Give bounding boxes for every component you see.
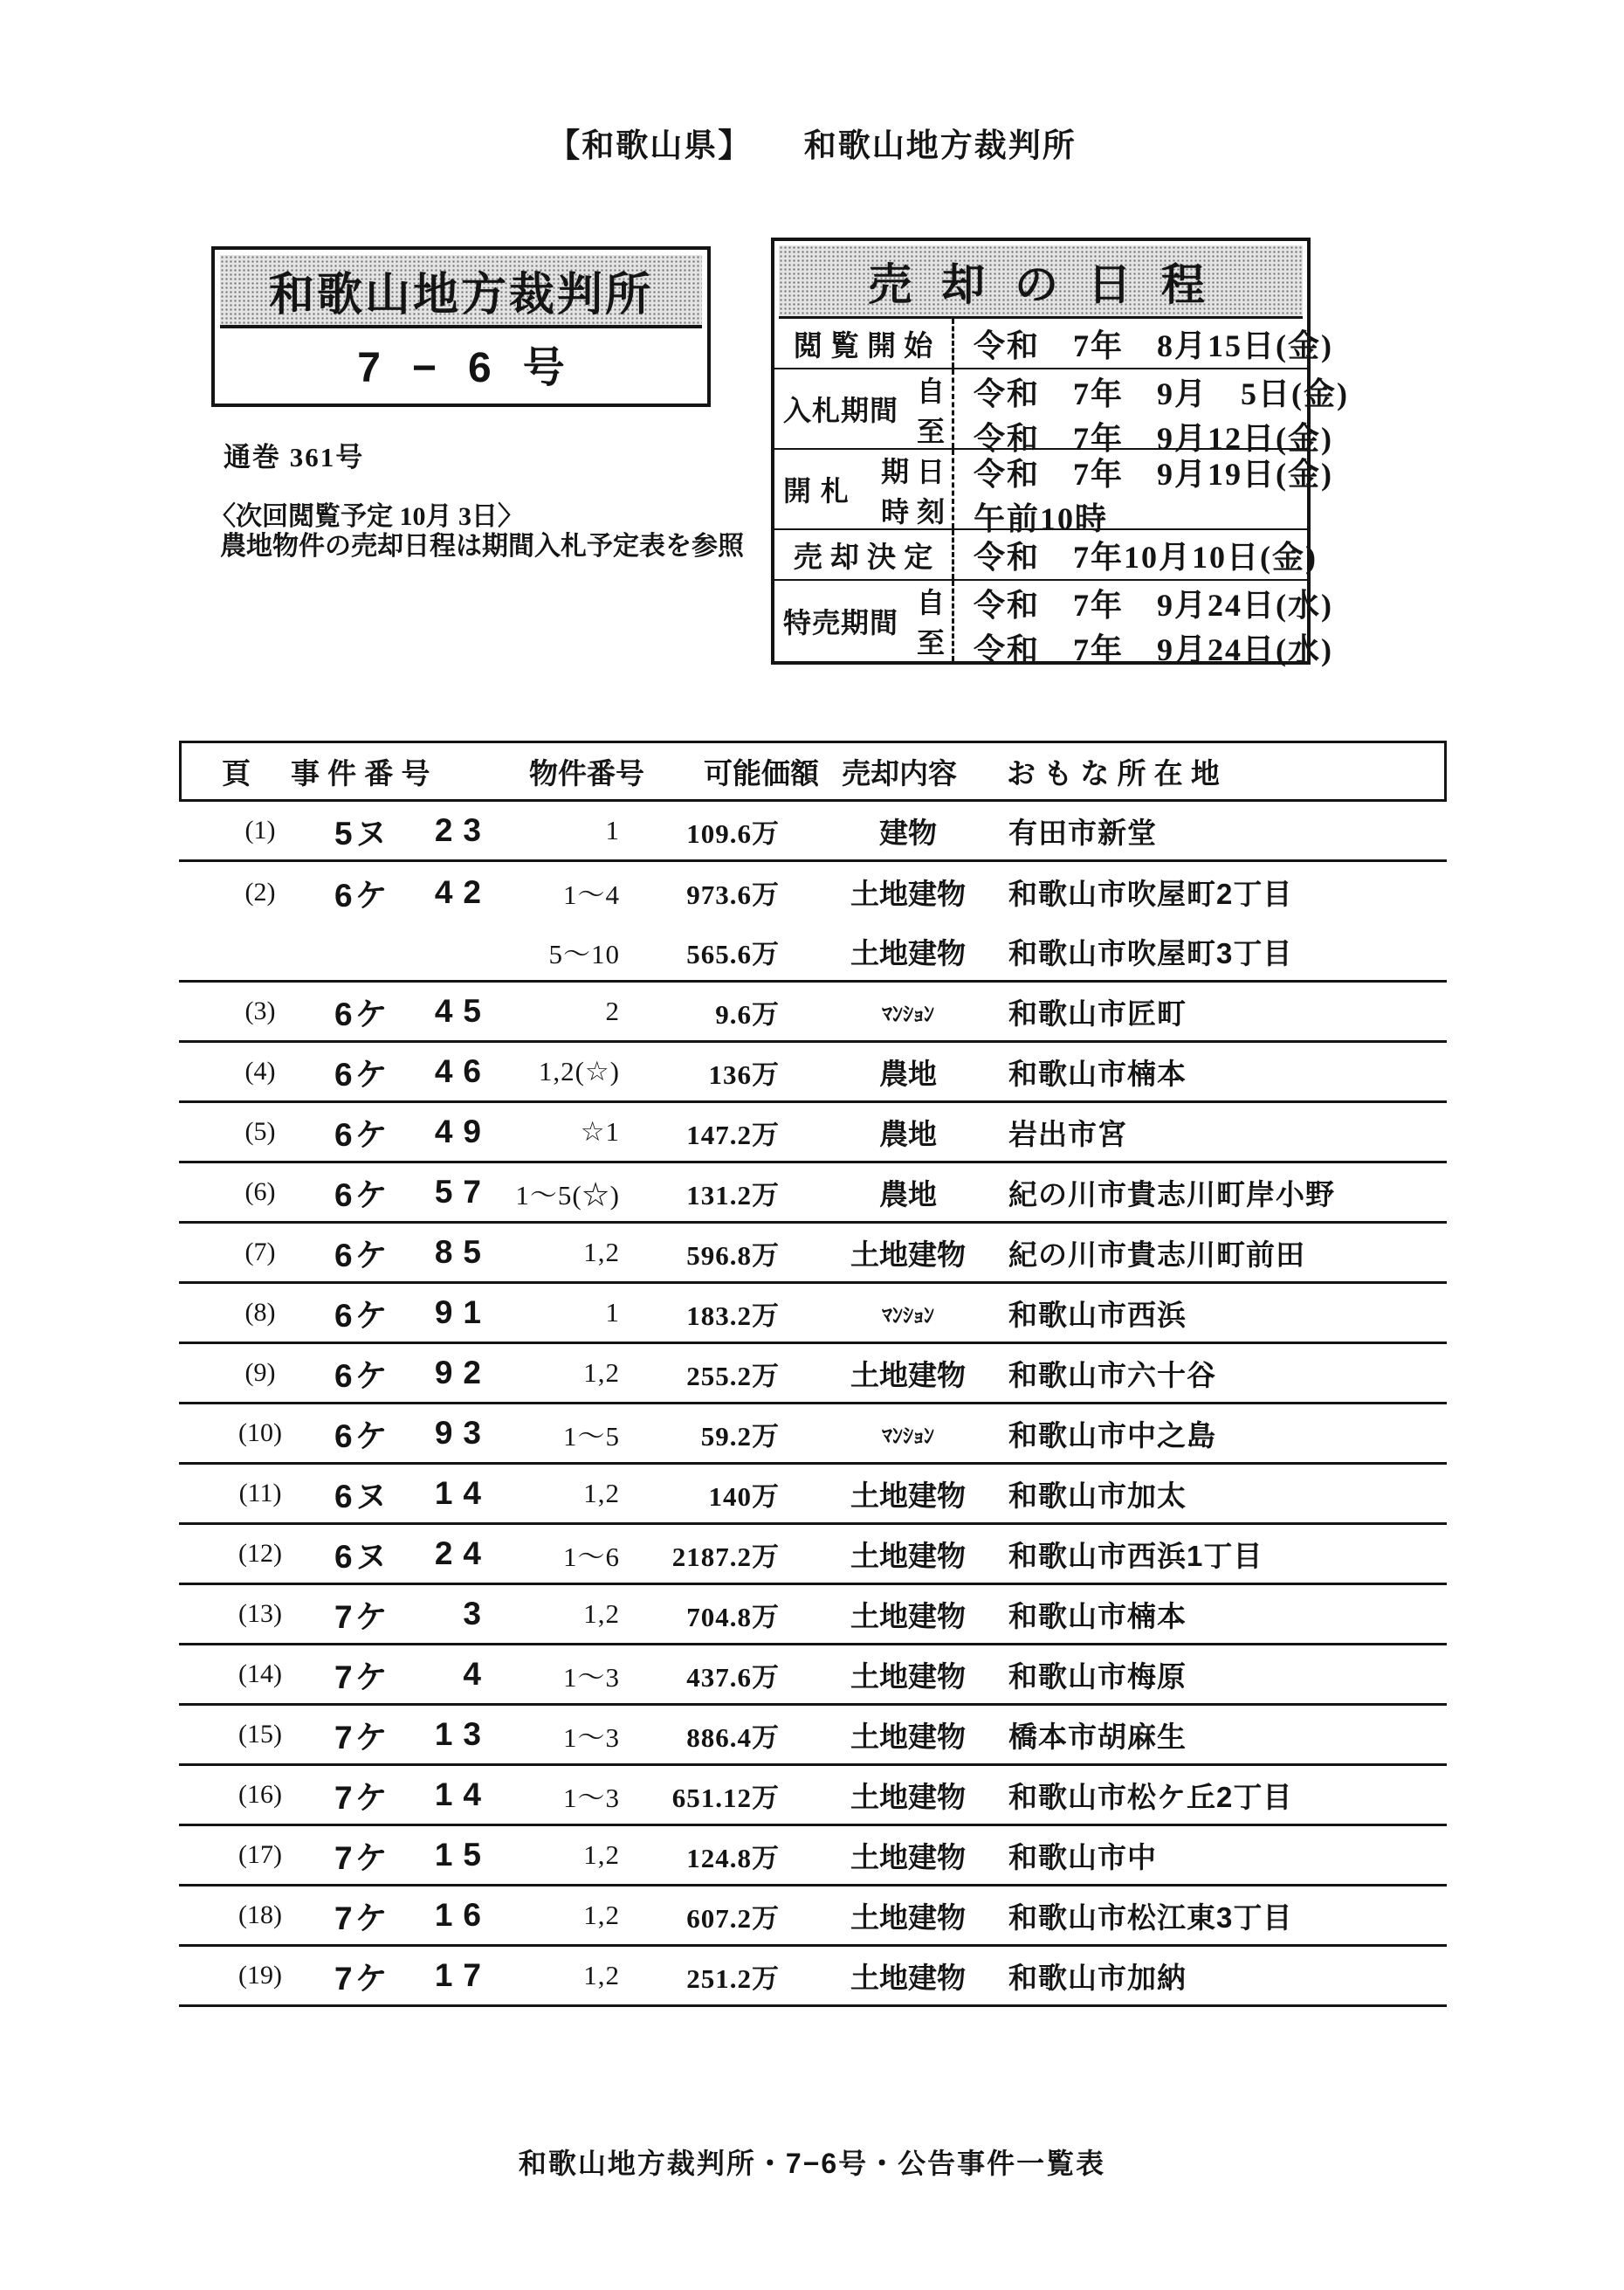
page-number: (11) — [214, 1465, 306, 1522]
table-row — [179, 802, 1447, 862]
location: 和歌山市吹屋町2丁目 — [1008, 878, 1293, 910]
case-era-code: 7ケ — [334, 1961, 390, 1997]
schedule-sub-label-time: 時 刻 — [881, 496, 945, 528]
page-number — [214, 922, 306, 980]
issue-court-title: 和歌山地方裁判所 — [220, 255, 702, 328]
property-number: 1〜5(☆) — [515, 1179, 620, 1211]
location: 有田市新堂 — [1008, 816, 1157, 849]
case-number: 45 — [434, 993, 492, 1029]
case-number: 14 — [434, 1776, 492, 1812]
location: 橋本市胡麻生 — [1008, 1720, 1187, 1753]
property-number: 1〜4 — [563, 879, 620, 910]
page-number: (6) — [214, 1163, 306, 1221]
case-number: 14 — [434, 1475, 492, 1511]
case-number: 92 — [434, 1355, 492, 1390]
page-number: (9) — [214, 1344, 306, 1402]
col-header-location: お も な 所 在 地 — [1007, 756, 1220, 790]
case-era-code: 6ケ — [334, 997, 390, 1032]
sale-type: 土地建物 — [850, 1900, 966, 1934]
appraisal-price: 59.2万 — [700, 1420, 780, 1452]
case-era-code: 6ケ — [334, 1057, 390, 1093]
sale-type: 農地 — [879, 1117, 937, 1150]
page-number: (12) — [214, 1525, 306, 1583]
appraisal-price: 9.6万 — [715, 998, 780, 1030]
case-era-code: 6ケ — [334, 1298, 390, 1334]
appraisal-price: 183.2万 — [686, 1300, 780, 1331]
issue-box — [211, 246, 711, 407]
col-header-sale-type: 売却内容 — [842, 756, 957, 790]
sale-type: ﾏﾝｼｮﾝ — [882, 1002, 934, 1026]
property-number: 1,2 — [583, 1478, 620, 1508]
property-number: ☆1 — [580, 1116, 620, 1147]
appraisal-price: 131.2万 — [686, 1179, 780, 1211]
case-era-code: 6ヌ — [334, 1479, 390, 1514]
listing-header — [179, 741, 1447, 802]
sale-type: 土地建物 — [850, 1961, 966, 1994]
schedule-row-value: 令和 7年10月10日(金) — [974, 539, 1318, 575]
case-number: 85 — [434, 1234, 492, 1270]
table-row — [179, 1163, 1447, 1224]
schedule-row-value: 令和 7年 9月 5日(金) — [974, 376, 1349, 411]
table-row — [179, 1886, 1447, 1947]
col-header-property-number: 物件番号 — [529, 756, 644, 790]
case-era-code: 6ケ — [334, 877, 390, 914]
schedule-row-bid-opening — [774, 450, 1333, 536]
case-number: 15 — [434, 1837, 492, 1873]
sale-type: ﾏﾝｼｮﾝ — [882, 1424, 934, 1448]
col-header-case-number: 事 件 番 号 — [291, 756, 430, 790]
property-number: 1 — [605, 1297, 620, 1328]
case-number: 49 — [434, 1114, 492, 1149]
case-number: 13 — [434, 1716, 492, 1752]
page-footer: 和歌山地方裁判所・7−6号・公告事件一覧表 — [518, 2148, 1106, 2179]
table-row — [179, 1043, 1447, 1103]
location: 和歌山市中 — [1008, 1840, 1157, 1873]
page-number: (1) — [214, 802, 306, 859]
page-number: (15) — [214, 1706, 306, 1763]
page-number: (5) — [214, 1103, 306, 1161]
page-number: (8) — [214, 1284, 306, 1342]
appraisal-price: 596.8万 — [686, 1239, 780, 1271]
case-era-code: 6ケ — [334, 1238, 390, 1273]
location: 紀の川市貴志川町前田 — [1008, 1238, 1305, 1271]
property-number: 1〜3 — [563, 1721, 620, 1753]
property-number: 2 — [605, 996, 620, 1026]
sale-type: 土地建物 — [850, 1238, 966, 1271]
case-number: 46 — [434, 1053, 492, 1089]
sale-schedule-title: 売 却 の 日 程 — [779, 245, 1303, 319]
sale-type: ﾏﾝｼｮﾝ — [882, 1303, 934, 1328]
page-number: (16) — [214, 1766, 306, 1824]
appraisal-price: 140万 — [708, 1480, 780, 1512]
case-number: 17 — [434, 1957, 492, 1993]
case-era-code: 6ケ — [334, 1177, 390, 1213]
page-number: (13) — [214, 1585, 306, 1643]
table-row — [179, 1826, 1447, 1886]
case-era-code: 7ケ — [334, 1780, 390, 1816]
appraisal-price: 437.6万 — [686, 1661, 780, 1693]
page-number: (19) — [214, 1947, 306, 2004]
case-era-code: 5ヌ — [334, 816, 390, 852]
schedule-row-label — [774, 450, 954, 528]
schedule-row-special-sale — [774, 581, 1333, 667]
page-number: (14) — [214, 1645, 306, 1703]
schedule-row-label — [774, 369, 954, 448]
table-row — [179, 922, 1447, 983]
appraisal-price: 886.4万 — [686, 1721, 780, 1753]
table-row — [179, 983, 1447, 1043]
case-number: 42 — [434, 873, 492, 910]
location: 和歌山市松江東3丁目 — [1008, 1900, 1293, 1934]
sale-type: 土地建物 — [850, 1479, 966, 1512]
appraisal-price: 973.6万 — [686, 879, 780, 910]
property-number: 1〜6 — [563, 1541, 620, 1572]
schedule-sub-label-to: 至 — [916, 416, 945, 447]
location: 和歌山市加納 — [1008, 1961, 1187, 1994]
location: 和歌山市楠本 — [1008, 1599, 1187, 1632]
schedule-row-label: 売 却 決 定 — [774, 530, 954, 579]
case-era-code: 7ケ — [334, 1720, 390, 1755]
location: 和歌山市松ケ丘2丁目 — [1008, 1780, 1293, 1813]
case-era-code: 6ケ — [334, 1358, 390, 1394]
property-number: 1,2 — [583, 1598, 620, 1629]
appraisal-price: 651.12万 — [671, 1782, 780, 1813]
case-number: 91 — [434, 1294, 492, 1330]
table-row — [179, 1404, 1447, 1465]
case-era-code: 6ケ — [334, 1418, 390, 1454]
case-number: 24 — [434, 1535, 492, 1571]
location: 岩出市宮 — [1008, 1117, 1127, 1150]
table-row — [179, 1645, 1447, 1706]
appraisal-price: 109.6万 — [686, 817, 780, 849]
appraisal-price: 607.2万 — [686, 1902, 780, 1934]
table-row — [179, 1947, 1447, 2007]
location: 和歌山市加太 — [1008, 1479, 1187, 1512]
page-number: (3) — [214, 983, 306, 1040]
page-number: (10) — [214, 1404, 306, 1462]
location: 和歌山市中之島 — [1008, 1418, 1216, 1452]
property-number: 1,2(☆) — [538, 1056, 620, 1086]
location: 和歌山市六十谷 — [1008, 1358, 1216, 1391]
schedule-sub-label-from: 自 — [916, 376, 945, 407]
schedule-row-label: 閲 覧 開 始 — [774, 319, 954, 368]
schedule-row-label-main: 開 札 — [783, 475, 850, 507]
next-viewing-note: 〈次回閲覧予定 10月 3日〉 — [210, 502, 524, 531]
property-number: 1〜5 — [563, 1420, 620, 1452]
sale-type: 土地建物 — [850, 1599, 966, 1632]
appraisal-price: 136万 — [708, 1059, 780, 1090]
appraisal-price: 565.6万 — [686, 938, 780, 969]
location: 和歌山市梅原 — [1008, 1659, 1187, 1693]
sale-type: 土地建物 — [850, 1539, 966, 1572]
location: 和歌山市楠本 — [1008, 1057, 1187, 1090]
schedule-row-value: 令和 7年 9月12日(金) — [974, 421, 1333, 456]
property-number: 1,2 — [583, 1357, 620, 1388]
location: 和歌山市吹屋町3丁目 — [1008, 936, 1293, 969]
appraisal-price: 124.8万 — [686, 1842, 780, 1873]
page-number: (4) — [214, 1043, 306, 1100]
page-number: (17) — [214, 1826, 306, 1884]
farmland-note: 農地物件の売却日程は期間入札予定表を参照 — [220, 532, 744, 561]
schedule-sub-label-from: 自 — [916, 587, 945, 618]
schedule-row-value: 令和 7年 8月15日(金) — [974, 328, 1333, 363]
case-era-code: 6ケ — [334, 1117, 390, 1153]
schedule-row-label — [774, 581, 954, 661]
case-era-code: 6ヌ — [334, 1539, 390, 1575]
table-row — [179, 1585, 1447, 1645]
location: 和歌山市匠町 — [1008, 997, 1187, 1030]
property-number: 1 — [605, 815, 620, 845]
schedule-sub-label-date: 期 日 — [881, 456, 945, 487]
case-era-code: 7ケ — [334, 1659, 390, 1695]
sale-type: 農地 — [879, 1177, 937, 1211]
sale-type: 土地建物 — [850, 1659, 966, 1693]
case-number: 93 — [434, 1415, 492, 1451]
volume-label: 通巻 361号 — [224, 442, 365, 472]
schedule-row-value: 令和 7年 9月24日(水) — [974, 632, 1333, 667]
page-number: (7) — [214, 1224, 306, 1281]
property-number: 5〜10 — [548, 938, 620, 969]
issue-number: 7−6号 — [357, 344, 596, 391]
sale-type: 土地建物 — [850, 878, 966, 910]
schedule-row-value: 令和 7年 9月19日(金) — [974, 457, 1333, 492]
case-era-code: 7ケ — [334, 1840, 390, 1876]
schedule-row-value: 令和 7年 9月24日(水) — [974, 588, 1333, 623]
case-number: 57 — [434, 1174, 492, 1210]
table-row — [179, 1525, 1447, 1585]
sale-type: 土地建物 — [850, 1780, 966, 1813]
schedule-row-bid-period — [774, 369, 1349, 456]
schedule-row-label-main: 入札期間 — [783, 395, 899, 426]
page-number: (2) — [214, 862, 306, 922]
location: 紀の川市貴志川町岸小野 — [1008, 1177, 1335, 1211]
table-row — [179, 1103, 1447, 1163]
appraisal-price: 147.2万 — [686, 1119, 780, 1150]
case-number: 23 — [434, 812, 492, 848]
property-number: 1,2 — [583, 1900, 620, 1930]
case-number: 16 — [434, 1897, 492, 1933]
sale-type: 農地 — [879, 1057, 937, 1090]
table-row — [179, 1706, 1447, 1766]
location: 和歌山市西浜 — [1008, 1298, 1187, 1331]
table-row — [179, 862, 1447, 922]
property-number: 1,2 — [583, 1839, 620, 1870]
sale-type: 土地建物 — [850, 936, 966, 969]
schedule-row-viewing-start — [774, 319, 1333, 369]
case-era-code: 7ケ — [334, 1599, 390, 1635]
col-header-price: 可能価額 — [704, 756, 819, 790]
appraisal-price: 2187.2万 — [671, 1541, 780, 1572]
page-number: (18) — [214, 1886, 306, 1944]
appraisal-price: 704.8万 — [686, 1601, 780, 1632]
case-number: 4 — [463, 1656, 492, 1692]
case-number: 3 — [463, 1596, 492, 1631]
property-number: 1〜3 — [563, 1661, 620, 1693]
table-row — [179, 1284, 1447, 1344]
case-number — [402, 922, 492, 980]
schedule-row-value: 午前10時 — [974, 501, 1109, 536]
case-era-code: 7ケ — [334, 1900, 390, 1936]
sale-schedule-table — [771, 238, 1349, 667]
sale-type: 建物 — [879, 816, 937, 849]
listing-body — [179, 802, 1447, 2007]
property-number: 1,2 — [583, 1960, 620, 1990]
appraisal-price: 255.2万 — [686, 1360, 780, 1391]
appraisal-price: 251.2万 — [686, 1962, 780, 1994]
table-row — [179, 1465, 1447, 1525]
schedule-row-sale-decision — [774, 530, 1318, 581]
sale-type: 土地建物 — [850, 1840, 966, 1873]
col-header-page: 頁 — [222, 756, 251, 790]
location: 和歌山市西浜1丁目 — [1008, 1539, 1263, 1572]
table-row — [179, 1224, 1447, 1284]
property-number: 1,2 — [583, 1237, 620, 1267]
sale-type: 土地建物 — [850, 1358, 966, 1391]
table-row — [179, 1766, 1447, 1826]
table-row — [179, 1344, 1447, 1404]
sale-type: 土地建物 — [850, 1720, 966, 1753]
page-header: 【和歌山県】 和歌山地方裁判所 — [547, 128, 1077, 164]
property-number: 1〜3 — [563, 1782, 620, 1813]
schedule-sub-label-to: 至 — [916, 627, 945, 659]
schedule-row-label-main: 特売期間 — [783, 607, 899, 638]
